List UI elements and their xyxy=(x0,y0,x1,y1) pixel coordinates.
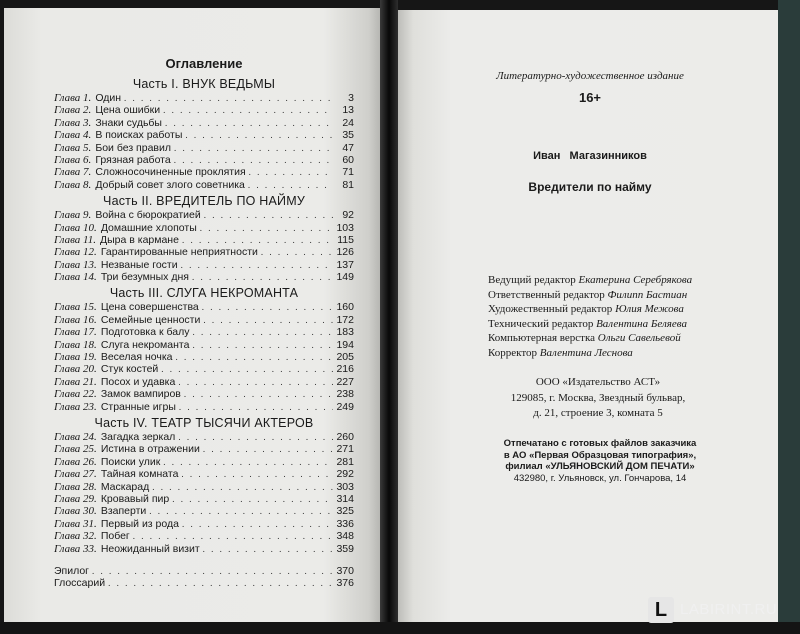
chapter-title: Знаки судьбы xyxy=(95,116,162,129)
chapter-label: Глава 25. xyxy=(54,443,97,456)
chapter-label: Глава 13. xyxy=(54,258,97,271)
chapter-title: Семейные ценности xyxy=(100,313,201,326)
dot-leader xyxy=(248,179,333,191)
chapter-label: Глава 32. xyxy=(54,530,97,543)
chapter-label: Глава 22. xyxy=(54,388,97,401)
dot-leader xyxy=(181,259,333,271)
dot-leader xyxy=(202,301,333,313)
page-number: 81 xyxy=(342,178,354,191)
chapter-label: Глава 10. xyxy=(54,221,97,234)
toc-row xyxy=(54,363,354,375)
dot-leader xyxy=(192,339,333,351)
publisher-name: ООО «Издательство АСТ» xyxy=(535,376,661,388)
chapter-label: Глава 28. xyxy=(54,480,97,493)
cover-edge xyxy=(778,0,800,634)
credit-role: Художественный редактор xyxy=(488,303,613,316)
book-gutter xyxy=(380,0,398,634)
toc-extras xyxy=(54,565,354,590)
page-number: 216 xyxy=(336,363,354,376)
dot-leader xyxy=(249,166,333,178)
chapter-title: Один xyxy=(95,92,122,104)
credit-name: Юлия Межова xyxy=(615,303,684,316)
credit-role: Компьютерная верстка xyxy=(488,332,596,345)
chapter-label: Глава 14. xyxy=(54,271,97,284)
chapter-label: Глава 3. xyxy=(54,116,92,129)
extra-title: Глоссарий xyxy=(54,577,106,590)
part-heading: Часть II. ВРЕДИТЕЛЬ ПО НАЙМУ xyxy=(103,194,305,209)
toc-row xyxy=(54,351,354,363)
dot-leader xyxy=(203,314,333,326)
chapter-label: Глава 31. xyxy=(54,517,97,530)
toc-row xyxy=(54,301,354,313)
toc-row xyxy=(54,222,354,234)
part-heading: Часть I. ВНУК ВЕДЬМЫ xyxy=(132,77,276,91)
page-number: 336 xyxy=(336,517,354,530)
toc-row xyxy=(54,530,354,542)
chapter-label: Глава 17. xyxy=(54,326,97,339)
credit-line xyxy=(488,302,692,317)
toc-row xyxy=(54,117,354,129)
page-number: 370 xyxy=(336,564,354,577)
page-number: 137 xyxy=(336,258,354,271)
credit-role: Ответственный редактор xyxy=(488,288,605,301)
page-number: 227 xyxy=(336,375,354,388)
page-number: 92 xyxy=(342,209,354,222)
chapter-title: Кровавый пир xyxy=(100,492,170,505)
dot-leader xyxy=(203,443,333,455)
page-number: 3 xyxy=(348,92,354,104)
credit-name: Ольги Савельевой xyxy=(597,332,681,345)
toc-row xyxy=(54,166,354,178)
credit-line xyxy=(488,317,692,332)
chapter-label: Глава 20. xyxy=(54,363,97,376)
toc-parts xyxy=(54,77,354,555)
dot-leader xyxy=(165,117,333,129)
chapter-title: Война с бюрократией xyxy=(95,209,201,222)
chapter-title: Взаперти xyxy=(100,505,147,518)
dot-leader xyxy=(203,543,333,555)
chapter-title: Добрый совет злого советника xyxy=(95,178,245,191)
credit-line xyxy=(488,288,692,303)
dot-leader xyxy=(92,565,333,577)
page-number: 194 xyxy=(336,338,354,351)
toc-row xyxy=(54,468,354,480)
toc-row xyxy=(54,104,354,116)
toc-row xyxy=(54,431,354,443)
publisher-block xyxy=(468,375,728,422)
chapter-label: Глава 6. xyxy=(54,153,92,166)
chapter-label: Глава 21. xyxy=(54,375,97,388)
chapter-label: Глава 7. xyxy=(54,166,92,179)
chapter-label: Глава 9. xyxy=(54,209,92,222)
toc-row xyxy=(54,154,354,166)
page-number: 260 xyxy=(336,430,354,443)
toc-row xyxy=(54,518,354,530)
part-heading: Часть III. СЛУГА НЕКРОМАНТА xyxy=(109,286,299,301)
chapter-title: Маскарад xyxy=(100,480,150,493)
part-heading: Часть IV. ТЕАТР ТЫСЯЧИ АКТЕРОВ xyxy=(94,415,314,430)
page-number: 115 xyxy=(337,233,354,246)
page-number: 183 xyxy=(336,326,354,339)
dot-leader xyxy=(185,129,333,141)
chapter-label: Глава 5. xyxy=(54,141,92,154)
dot-leader xyxy=(181,468,333,480)
chapter-title: Загадка зеркал xyxy=(100,430,176,443)
dot-leader xyxy=(192,271,333,283)
toc-title: Оглавление xyxy=(165,56,243,71)
chapter-label: Глава 8. xyxy=(54,178,92,191)
chapter-title: Истина в отражении xyxy=(100,443,200,456)
toc-row xyxy=(54,129,354,141)
chapter-title: Странные игры xyxy=(100,400,176,413)
chapter-title: Поиски улик xyxy=(100,455,161,468)
cover-bottom xyxy=(0,622,800,634)
toc-row xyxy=(54,314,354,326)
toc-row xyxy=(54,271,354,283)
dot-leader xyxy=(182,234,333,246)
toc-extra-row xyxy=(54,577,354,589)
toc-row xyxy=(54,326,354,338)
toc-row xyxy=(54,388,354,400)
extra-title: Эпилог xyxy=(54,564,90,577)
chapter-label: Глава 1. xyxy=(54,92,92,104)
chapter-label: Глава 16. xyxy=(54,313,97,326)
toc-row xyxy=(54,339,354,351)
chapter-title: Бои без правил xyxy=(95,141,171,154)
toc-row xyxy=(54,246,354,258)
edition-type: Литературно-художественное издание xyxy=(496,70,684,82)
dot-leader xyxy=(163,104,333,116)
dot-leader xyxy=(163,456,333,468)
age-rating: 16+ xyxy=(578,90,602,105)
dot-leader xyxy=(182,518,333,530)
page-number: 281 xyxy=(336,455,354,468)
dot-leader xyxy=(174,154,333,166)
dot-leader xyxy=(174,142,333,154)
chapter-title: Грязная работа xyxy=(95,153,171,166)
page-number: 149 xyxy=(336,271,354,284)
chapter-label: Глава 26. xyxy=(54,455,97,468)
dot-leader xyxy=(184,388,333,400)
chapter-label: Глава 2. xyxy=(54,104,92,117)
credit-role: Корректор xyxy=(488,346,538,359)
chapter-label: Глава 18. xyxy=(54,338,97,351)
chapter-title: Три безумных дня xyxy=(100,271,189,284)
page-number: 13 xyxy=(342,104,354,117)
chapter-title: Цена ошибки xyxy=(95,104,161,117)
chapter-title: Цена совершенства xyxy=(100,301,199,314)
chapter-title: Сложносочиненные проклятия xyxy=(95,166,246,179)
chapter-label: Глава 15. xyxy=(54,301,97,314)
dot-leader xyxy=(200,222,333,234)
credit-line xyxy=(488,273,692,288)
chapter-title: Гарантированные неприятности xyxy=(100,246,258,259)
publisher-address-1: 129085, г. Москва, Звездный бульвар, xyxy=(510,391,686,404)
dot-leader xyxy=(161,363,333,375)
page-number: 60 xyxy=(342,153,354,166)
dot-leader xyxy=(178,431,333,443)
book-title: Вредители по найму xyxy=(528,180,652,194)
page-number: 376 xyxy=(336,577,354,590)
page-number: 359 xyxy=(336,542,354,555)
chapter-title: Стук костей xyxy=(100,363,159,376)
toc-row xyxy=(54,401,354,413)
page-number: 325 xyxy=(336,505,354,518)
toc-extra-row xyxy=(54,565,354,577)
credit-name: Валентина Беляева xyxy=(596,317,687,330)
dot-leader xyxy=(178,376,333,388)
chapter-title: Замок вампиров xyxy=(100,388,181,401)
toc-row xyxy=(54,543,354,555)
chapter-title: Домашние хлопоты xyxy=(100,221,197,234)
dot-leader xyxy=(176,351,333,363)
chapter-title: Слуга некроманта xyxy=(100,338,190,351)
chapter-title: Веселая ночка xyxy=(100,351,173,364)
page-number: 126 xyxy=(336,246,354,259)
chapter-title: Подготовка к балу xyxy=(100,326,190,339)
page-number: 249 xyxy=(336,400,354,413)
dot-leader xyxy=(261,246,333,258)
credit-line xyxy=(488,346,692,361)
credits-list xyxy=(488,273,692,361)
toc-row xyxy=(54,209,354,221)
chapter-label: Глава 29. xyxy=(54,492,97,505)
dot-leader xyxy=(204,209,333,221)
toc-row xyxy=(54,456,354,468)
page-number: 314 xyxy=(336,492,354,505)
chapter-label: Глава 12. xyxy=(54,246,97,259)
credit-role: Ведущий редактор xyxy=(488,274,576,286)
chapter-title: Неожиданный визит xyxy=(100,542,200,555)
page-number: 47 xyxy=(342,141,354,154)
page-number: 271 xyxy=(336,443,354,456)
chapter-title: Незваные гости xyxy=(100,258,178,271)
page-number: 35 xyxy=(342,129,354,142)
toc-row xyxy=(54,92,354,104)
chapter-label: Глава 4. xyxy=(54,129,92,142)
author-name: Иван Магазинников xyxy=(533,150,647,162)
dot-leader xyxy=(108,577,333,589)
dot-leader xyxy=(179,401,333,413)
credit-name: Валентина Леснова xyxy=(539,346,633,359)
watermark-text: LABIRINT.RU xyxy=(680,601,778,618)
toc-gap xyxy=(54,555,354,565)
printer-line-1: Отпечатано с готовых файлов заказчика xyxy=(503,438,697,449)
credit-name: Филипп Бастиан xyxy=(607,288,688,301)
page-number: 238 xyxy=(336,388,354,401)
dot-leader xyxy=(133,530,333,542)
page-number: 103 xyxy=(336,221,354,234)
left-page xyxy=(4,8,380,622)
dot-leader xyxy=(149,505,333,517)
credit-name: Екатерина Серебрякова xyxy=(578,274,693,286)
page-number: 205 xyxy=(336,351,354,364)
toc-row xyxy=(54,142,354,154)
table-of-contents xyxy=(54,56,354,590)
chapter-label: Глава 24. xyxy=(54,430,97,443)
page-number: 348 xyxy=(336,530,354,543)
toc-row xyxy=(54,443,354,455)
dot-leader xyxy=(172,493,333,505)
page-number: 71 xyxy=(342,166,354,179)
toc-row xyxy=(54,259,354,271)
labirint-logo-icon: L xyxy=(648,597,674,623)
page-number: 24 xyxy=(342,116,354,129)
chapter-title: Тайная комната xyxy=(100,468,179,481)
chapter-title: Первый из рода xyxy=(100,517,179,530)
printer-block xyxy=(468,438,732,484)
chapter-title: Посох и удавка xyxy=(100,375,176,388)
chapter-label: Глава 33. xyxy=(54,542,97,555)
printer-line-3: филиал «УЛЬЯНОВСКИЙ ДОМ ПЕЧАТИ» xyxy=(505,461,695,472)
chapter-title: Дыра в кармане xyxy=(100,233,179,246)
chapter-label: Глава 30. xyxy=(54,505,97,518)
credit-role: Технический редактор xyxy=(488,317,594,330)
page-number: 172 xyxy=(336,313,354,326)
dot-leader xyxy=(124,92,333,104)
dot-leader xyxy=(152,481,333,493)
toc-row xyxy=(54,234,354,246)
printer-line-2: в АО «Первая Образцовая типография», xyxy=(503,449,697,461)
chapter-label: Глава 27. xyxy=(54,468,97,481)
chapter-title: В поисках работы xyxy=(95,129,183,142)
chapter-label: Глава 23. xyxy=(54,400,97,413)
page-number: 160 xyxy=(336,301,354,314)
page-number: 303 xyxy=(336,480,354,493)
chapter-label: Глава 19. xyxy=(54,351,97,364)
page-number: 292 xyxy=(336,468,354,481)
printer-address: 432980, г. Ульяновск, ул. Гончарова, 14 xyxy=(513,472,687,484)
toc-row xyxy=(54,481,354,493)
chapter-label: Глава 11. xyxy=(54,233,96,246)
dot-leader xyxy=(193,326,334,338)
credit-line xyxy=(488,331,692,346)
toc-row xyxy=(54,493,354,505)
toc-row xyxy=(54,179,354,191)
publisher-address-2: д. 21, строение 3, комната 5 xyxy=(533,407,663,419)
toc-row xyxy=(54,376,354,388)
toc-row xyxy=(54,505,354,517)
chapter-title: Побег xyxy=(100,530,130,543)
